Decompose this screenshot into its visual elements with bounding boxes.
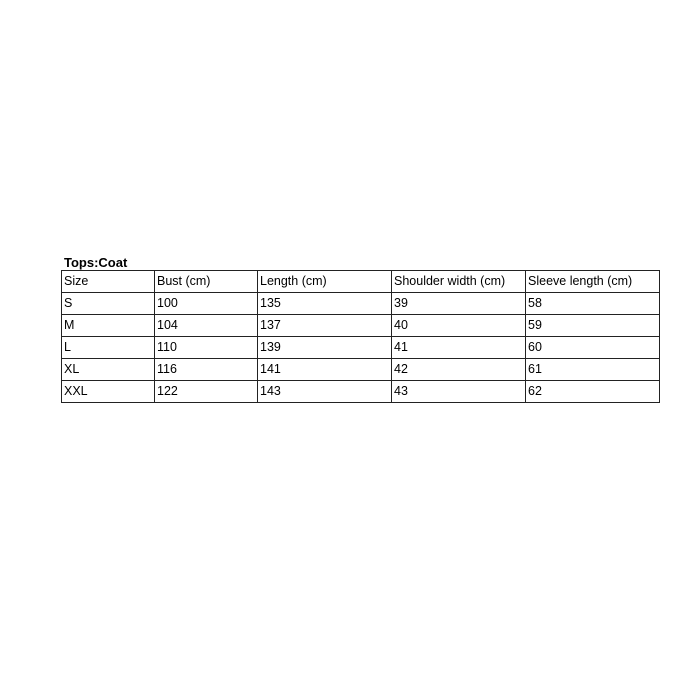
header-cell-length: Length (cm) [258,271,392,293]
table-row [62,293,660,315]
cell-sleeve-length: 62 [526,381,660,403]
header-cell-size: Size [62,271,155,293]
cell-size: XXL [62,381,155,403]
cell-length: 141 [258,359,392,381]
cell-length: 139 [258,337,392,359]
size-chart [61,255,659,403]
cell-bust: 104 [155,315,258,337]
size-table [61,270,660,403]
cell-bust: 116 [155,359,258,381]
cell-size: XL [62,359,155,381]
cell-sleeve-length: 58 [526,293,660,315]
cell-length: 135 [258,293,392,315]
table-row [62,337,660,359]
cell-sleeve-length: 60 [526,337,660,359]
cell-length: 137 [258,315,392,337]
header-cell-shoulder-width: Shoulder width (cm) [392,271,526,293]
table-row [62,359,660,381]
cell-sleeve-length: 59 [526,315,660,337]
cell-length: 143 [258,381,392,403]
cell-bust: 100 [155,293,258,315]
table-header-row [62,271,660,293]
cell-bust: 110 [155,337,258,359]
table-row [62,381,660,403]
header-cell-bust: Bust (cm) [155,271,258,293]
cell-size: L [62,337,155,359]
header-cell-sleeve-length: Sleeve length (cm) [526,271,660,293]
table-row [62,315,660,337]
cell-shoulder-width: 42 [392,359,526,381]
cell-size: S [62,293,155,315]
cell-shoulder-width: 40 [392,315,526,337]
cell-size: M [62,315,155,337]
cell-shoulder-width: 39 [392,293,526,315]
cell-shoulder-width: 41 [392,337,526,359]
cell-sleeve-length: 61 [526,359,660,381]
cell-bust: 122 [155,381,258,403]
cell-shoulder-width: 43 [392,381,526,403]
chart-title: Tops:Coat [64,255,128,270]
